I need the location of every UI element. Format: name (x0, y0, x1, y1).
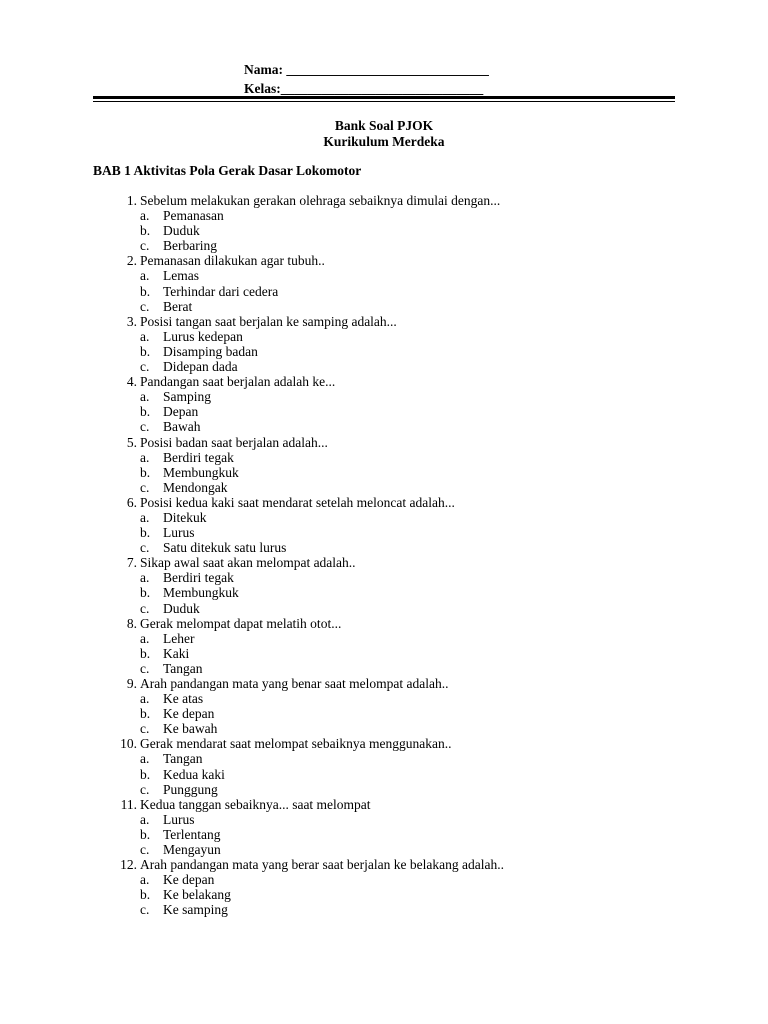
option-text: Berdiri tegak (163, 570, 234, 586)
option-letter: b. (140, 645, 151, 661)
answer-option (0, 751, 768, 766)
question-text: Kedua tanggan sebaiknya... saat melompat (140, 796, 371, 812)
question-item (0, 374, 768, 389)
answer-option (0, 631, 768, 646)
question-item (0, 616, 768, 631)
option-text: Tangan (163, 660, 203, 676)
question-number: 1. (126, 193, 137, 208)
answer-option (0, 359, 768, 374)
answer-option (0, 525, 768, 540)
answer-option (0, 887, 768, 902)
option-letter: b. (140, 223, 151, 239)
question-item (0, 495, 768, 510)
option-text: Tangan (163, 751, 203, 767)
option-letter: b. (140, 826, 151, 842)
question-number: 3. (126, 313, 137, 329)
option-letter: a. (140, 630, 150, 646)
document-subtitle: Kurikulum Merdeka (323, 134, 445, 149)
question-text: Pandangan saat berjalan adalah ke... (140, 374, 336, 390)
option-text: Ke belakang (163, 887, 231, 903)
answer-option (0, 268, 768, 283)
option-letter: a. (140, 268, 150, 284)
option-letter: b. (140, 464, 151, 480)
option-letter: c. (140, 842, 150, 858)
option-text: Berdiri tegak (163, 449, 234, 465)
option-text: Terhindar dari cedera (163, 283, 279, 299)
question-item (0, 555, 768, 570)
question-item (0, 253, 768, 268)
question-item (0, 857, 768, 872)
answer-option (0, 691, 768, 706)
option-text: Berbaring (163, 238, 217, 254)
question-text: Sikap awal saat akan melompat adalah.. (140, 555, 356, 571)
answer-option (0, 540, 768, 555)
answer-option (0, 465, 768, 480)
option-text: Duduk (163, 600, 200, 616)
answer-option (0, 902, 768, 917)
option-letter: a. (140, 449, 150, 465)
question-text: Arah pandangan mata yang benar saat melompat adalah.. (140, 676, 449, 691)
option-letter: c. (140, 540, 150, 556)
option-text: Lemas (163, 268, 199, 284)
option-text: Ke bawah (163, 721, 218, 737)
header-divider-thin (93, 101, 675, 102)
option-text: Mengayun (163, 842, 221, 858)
question-number: 8. (126, 615, 137, 631)
option-letter: a. (140, 570, 150, 586)
question-text: Posisi kedua kaki saat mendarat setelah meloncat adalah... (140, 494, 455, 510)
answer-option (0, 419, 768, 434)
question-text: Sebelum melakukan gerakan olehraga sebaiknya dimulai dengan... (140, 193, 501, 208)
option-text: Berat (163, 298, 193, 314)
answer-option (0, 842, 768, 857)
option-letter: b. (140, 283, 151, 299)
header-divider-thick (93, 96, 675, 99)
option-letter: b. (140, 525, 151, 541)
option-letter: c. (140, 902, 150, 918)
answer-option (0, 208, 768, 223)
option-letter: c. (140, 359, 150, 375)
option-letter: c. (140, 600, 150, 616)
answer-option (0, 344, 768, 359)
answer-option (0, 570, 768, 585)
question-text: Posisi tangan saat berjalan ke samping adalah... (140, 313, 397, 329)
option-letter: b. (140, 887, 151, 903)
question-text: Posisi badan saat berjalan adalah... (140, 434, 328, 450)
option-text: Kedua kaki (163, 766, 225, 782)
option-text: Ke depan (163, 706, 215, 722)
option-letter: a. (140, 509, 150, 525)
answer-option (0, 510, 768, 525)
option-text: Satu ditekuk satu lurus (163, 540, 287, 556)
option-text: Didepan dada (163, 359, 238, 375)
option-text: Membungkuk (163, 585, 239, 601)
option-text: Pemanasan (163, 208, 224, 224)
question-number: 6. (126, 494, 137, 510)
document-title: Bank Soal PJOK (334, 118, 434, 133)
option-letter: b. (140, 766, 151, 782)
option-text: Ke depan (163, 872, 215, 888)
option-letter: c. (140, 419, 150, 435)
option-text: Lurus (163, 525, 195, 541)
option-letter: a. (140, 389, 150, 405)
option-letter: a. (140, 328, 150, 344)
option-text: Depan (163, 404, 199, 420)
option-letter: b. (140, 706, 151, 722)
option-text: Bawah (163, 419, 201, 435)
option-text: Duduk (163, 223, 200, 239)
option-letter: b. (140, 404, 151, 420)
option-letter: a. (140, 872, 150, 888)
question-list (0, 193, 768, 918)
option-letter: c. (140, 238, 150, 254)
option-text: Terlentang (163, 826, 221, 842)
question-item (0, 314, 768, 329)
option-letter: a. (140, 751, 150, 767)
answer-option (0, 389, 768, 404)
answer-option (0, 601, 768, 616)
answer-option (0, 223, 768, 238)
option-letter: c. (140, 660, 150, 676)
option-text: Samping (163, 389, 212, 405)
question-number: 7. (126, 555, 137, 571)
question-number: 2. (126, 253, 137, 269)
question-item (0, 676, 768, 691)
question-number: 4. (126, 374, 137, 390)
answer-option (0, 782, 768, 797)
question-item (0, 797, 768, 812)
question-number: 11. (120, 796, 137, 812)
answer-option (0, 238, 768, 253)
option-text: Membungkuk (163, 464, 239, 480)
question-number: 10. (120, 736, 137, 752)
answer-option (0, 872, 768, 887)
option-text: Punggung (163, 781, 218, 797)
option-letter: c. (140, 781, 150, 797)
answer-option (0, 284, 768, 299)
answer-option (0, 404, 768, 419)
answer-option (0, 827, 768, 842)
option-letter: a. (140, 691, 150, 707)
answer-option (0, 767, 768, 782)
question-text: Gerak mendarat saat melompat sebaiknya menggunakan.. (140, 736, 452, 752)
question-number: 12. (120, 857, 137, 873)
answer-option (0, 450, 768, 465)
option-letter: b. (140, 585, 151, 601)
question-item (0, 193, 768, 208)
option-letter: b. (140, 343, 151, 359)
option-text: Ke samping (163, 902, 228, 918)
question-number: 5. (126, 434, 137, 450)
question-text: Pemanasan dilakukan agar tubuh.. (140, 253, 325, 269)
answer-option (0, 646, 768, 661)
option-letter: c. (140, 298, 150, 314)
answer-option (0, 812, 768, 827)
option-text: Lurus (163, 811, 195, 827)
question-item (0, 736, 768, 751)
option-letter: a. (140, 208, 150, 224)
option-text: Lurus kedepan (163, 328, 243, 344)
answer-option (0, 661, 768, 676)
answer-option (0, 706, 768, 721)
option-text: Disamping badan (163, 343, 258, 359)
option-text: Ke atas (163, 691, 204, 707)
option-letter: a. (140, 811, 150, 827)
option-text: Kaki (163, 645, 190, 661)
question-item (0, 435, 768, 450)
option-text: Leher (163, 630, 195, 646)
option-text: Mendongak (163, 479, 228, 495)
answer-option (0, 329, 768, 344)
question-number: 9. (126, 676, 137, 691)
class-field-label: Kelas:______________________________ (244, 81, 484, 96)
answer-option (0, 585, 768, 600)
answer-option (0, 480, 768, 495)
name-field-label: Nama: ______________________________ (244, 62, 489, 77)
answer-option (0, 299, 768, 314)
question-text: Gerak melompat dapat melatih otot... (140, 615, 342, 631)
option-text: Ditekuk (163, 509, 207, 525)
chapter-heading: BAB 1 Aktivitas Pola Gerak Dasar Lokomotor (93, 163, 362, 178)
question-text: Arah pandangan mata yang berar saat berjalan ke belakang adalah.. (140, 857, 504, 873)
option-letter: c. (140, 721, 150, 737)
answer-option (0, 721, 768, 736)
option-letter: c. (140, 479, 150, 495)
